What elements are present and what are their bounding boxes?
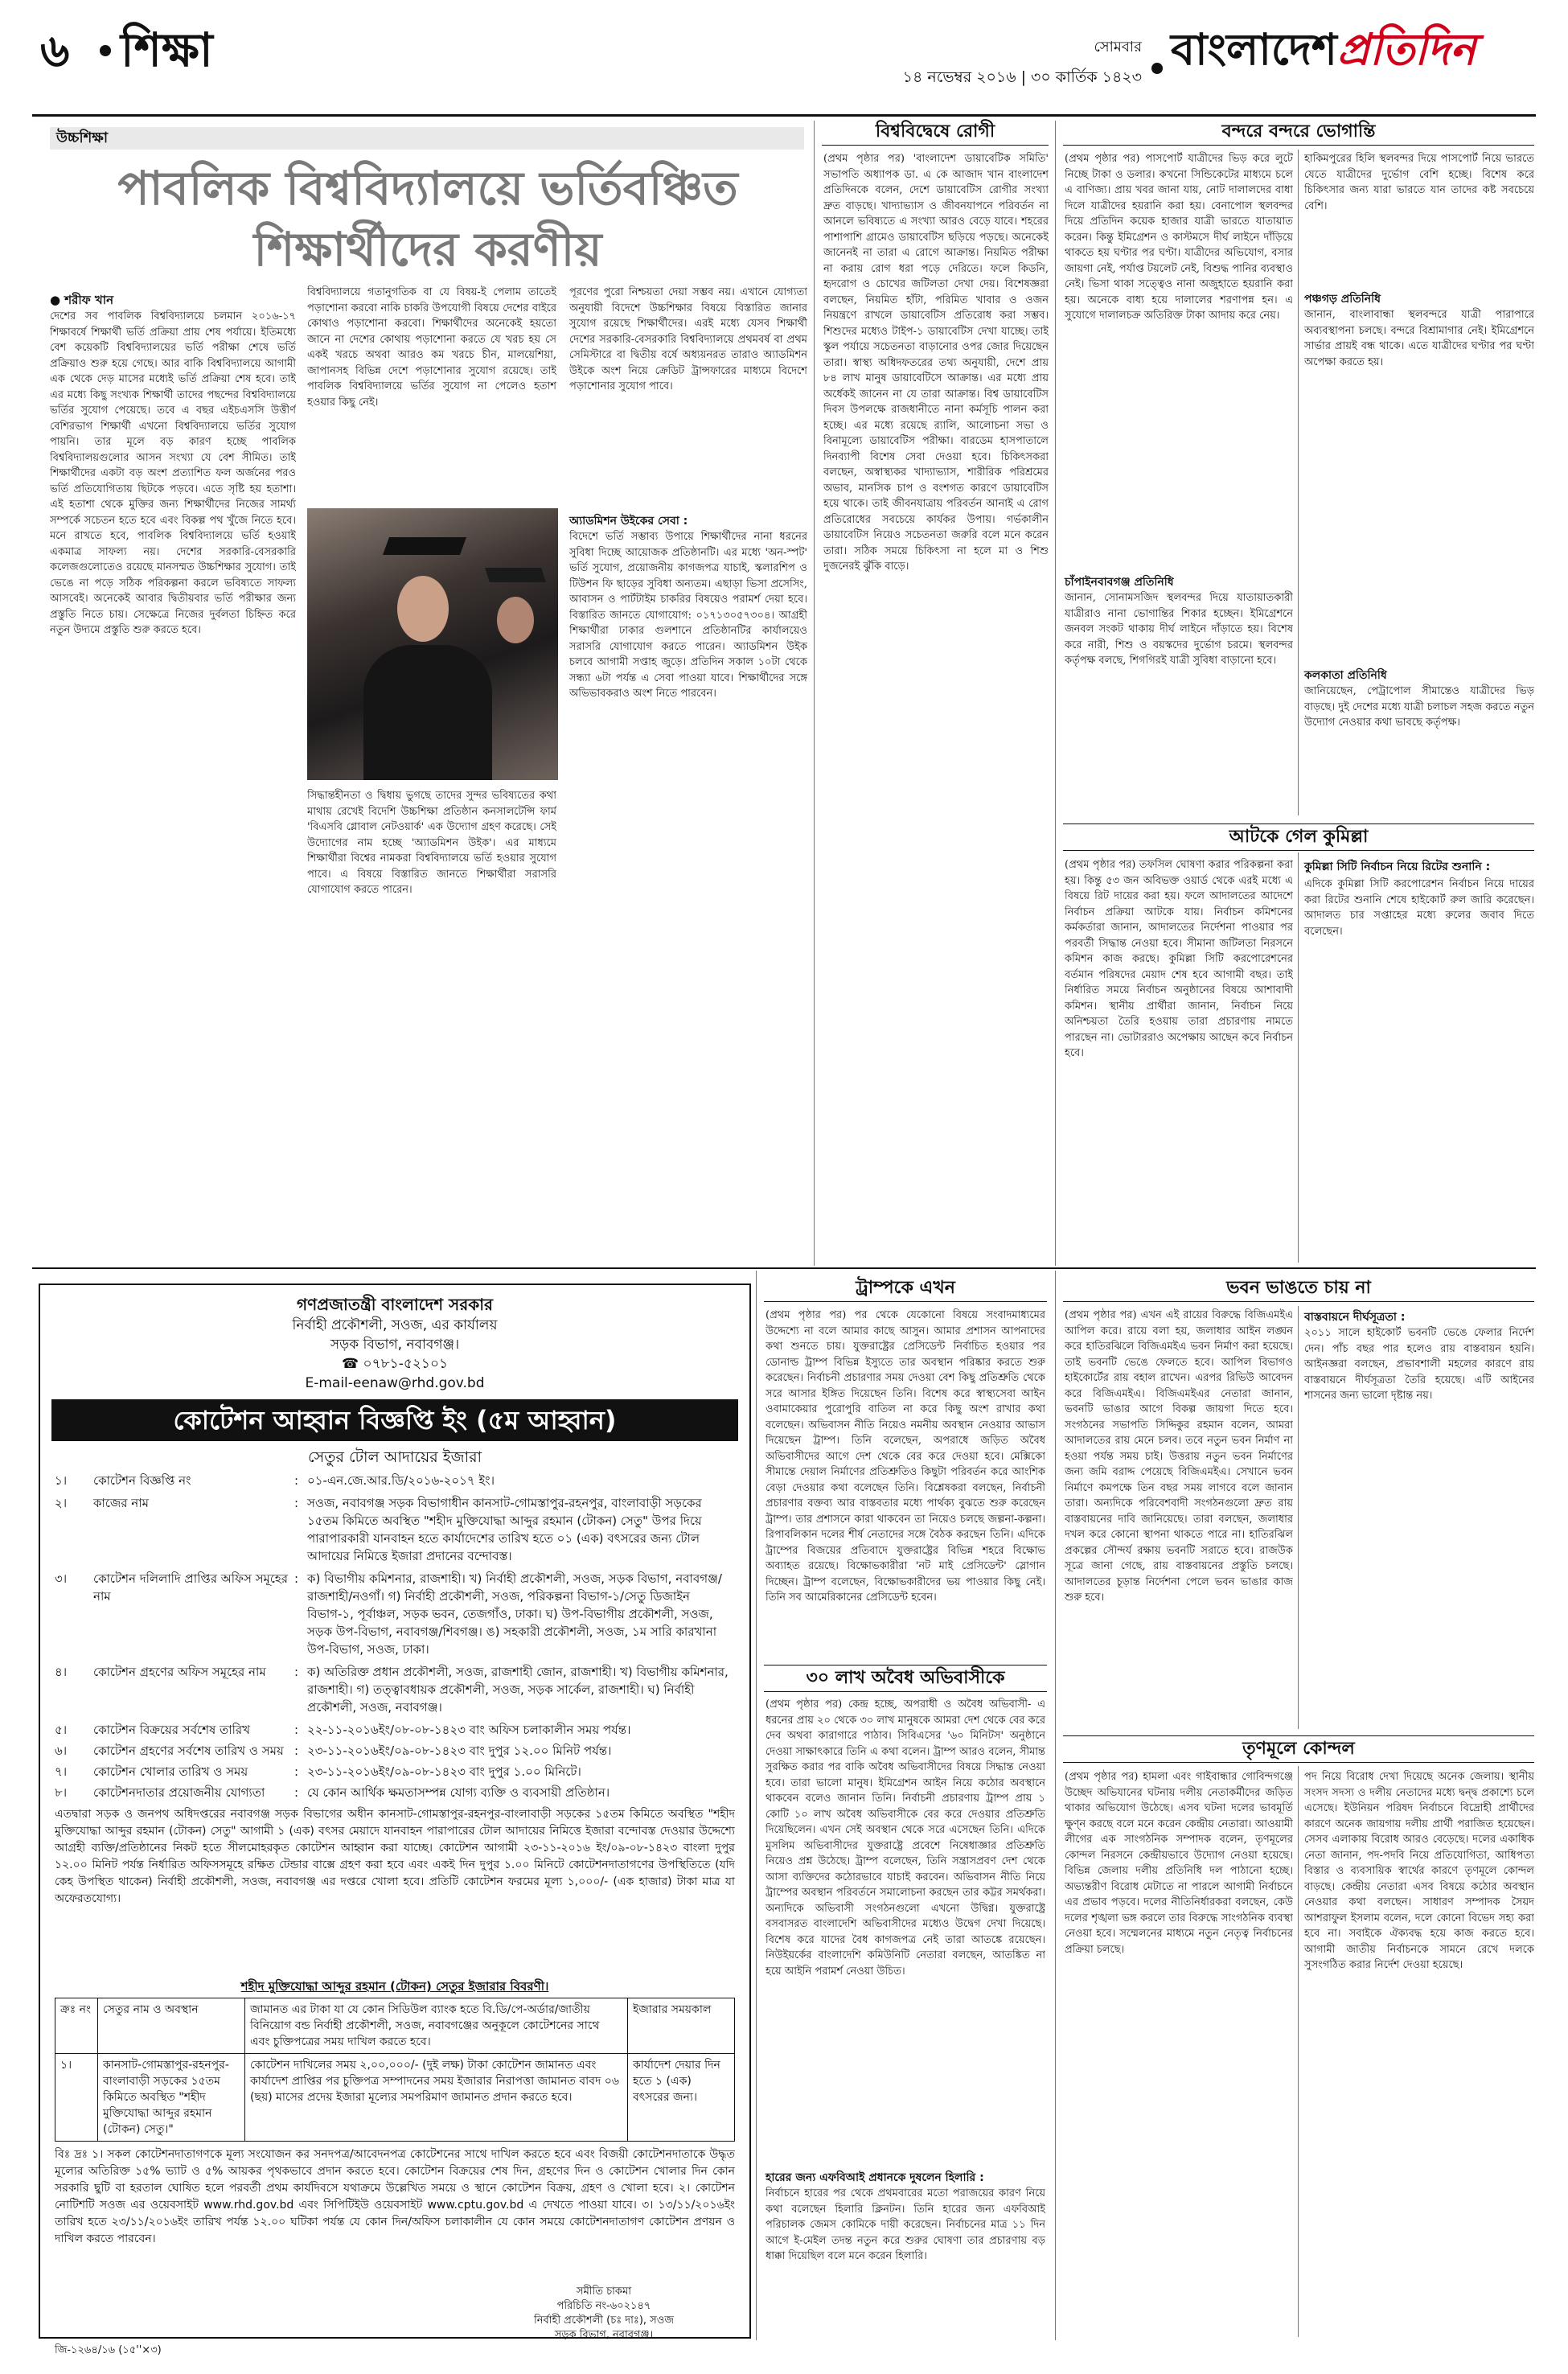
table-cell: কার্যাদেশ দেয়ার দিন হতে ১ (এক) বৎসরের জন্য। bbox=[628, 2054, 735, 2142]
byline: ● শরীফ খান bbox=[50, 293, 114, 307]
table-cell: কোটেশন দাখিলের সময় ২,০০,০০০/- (দুই লক্ষ) টাকা কোটেশন জামানত এবং কার্যাদেশ প্রাপ্তির পর চুক্তিপত্র সম্পাদনের সময় ইজারার নিরাপত্তা জামানত বাবদ ০৬ (ছয়) মাসের প্রদেয় ইজারা মূল্যের সমপরিমাণ জামানত প্রদান করতে হবে। bbox=[245, 2054, 628, 2142]
row-value: ০১-এন.জে.আর.ডি/২০১৬-২০১৭ ইং। bbox=[307, 1473, 495, 1488]
story-body-comilla: (প্রথম পৃষ্ঠার পর) তফসিল ঘোষণা করার পরিকল্পনা করা হয়। কিন্তু ৫৩ জন অবিভক্ত ওয়ার্ড থেকে এরই মধ্যে এ বিষয়ে রিট দায়ের করা হয়। ফলে আদালতের আদেশে নির্বাচন প্রক্রিয়া আটকে যায়। নির্বাচন কমিশনের কর্মকর্তারা জানান, আদালতের নির্দেশনা পাওয়ার পর পরবর্তী সিদ্ধান্ত নেওয়া হবে। সীমানা জটিলতা নিরসনে কমিশন কাজ করছে। কুমিল্লা সিটি করপোরেশনের বর্তমান পরিষদের মেয়াদ শেষ হবে আগামী বছর। তাই নির্ধারিত সময়ে নির্বাচন অনুষ্ঠানের বিষয়ে আশাবাদী কমিশন। স্থানীয় প্রার্থীরা জানান, নির্বাচন নিয়ে অনিশ্চয়তা তৈরি হওয়ায় তারা প্রচারণায় নামতে পারছেন না। ভোটাররাও অপেক্ষায় আছেন কবে নির্বাচন হবে। bbox=[1065, 859, 1293, 1059]
row-key: কোটেশন গ্রহণের সর্বশেষ তারিখ ও সময় bbox=[93, 1744, 284, 1758]
row-number: ৬। bbox=[55, 1744, 68, 1758]
page-number: ৬ bbox=[40, 25, 70, 77]
gov-title: গণপ্রজাতন্ত্রী বাংলাদেশ সরকার bbox=[297, 1295, 493, 1314]
row-key: কোটেশন গ্রহণের অফিস সমূহের নাম bbox=[93, 1665, 266, 1679]
table-header-row bbox=[55, 1998, 735, 2054]
logo-main: বাংলাদেশ bbox=[1171, 24, 1337, 75]
table-cell: ১। bbox=[55, 2054, 98, 2142]
subhead-chapainawabganj: চাঁপাইনবাবগঞ্জ প্রতিনিধি bbox=[1065, 576, 1174, 589]
row-number: ৮। bbox=[55, 1785, 68, 1800]
tender-row: ১। কোটেশন বিজ্ঞপ্তি নং : ০১-এন.জে.আর.ডি/২০১৬-২০১৭ ইং। bbox=[55, 1472, 735, 1489]
education-subhead: অ্যাডমিশন উইকের সেবা : bbox=[569, 515, 688, 528]
tender-paragraph: এতদ্বারা সড়ক ও জনপথ অধিদপ্তরের নবাবগঞ্জ সড়ক বিভাগের অধীন কানসাট-গোমস্তাপুর-রহনপুর-বাংলাবাড়ী সড়কের ১৫তম কিমিতে অবস্থিত "শহীদ মুক্তিযোদ্ধা আব্দুর রহমান (টোকন) সেতু" আগামী ১ (এক) বৎসর মেয়াদে যানবাহন পারাপারের টোল আদায়ের নিমিত্তে ইজারা বন্দোবস্ত দেওয়ার উদ্দেশ্যে আগ্রহী ব্যক্তি/প্রতিষ্ঠানের নিকট হতে সীলমোহরকৃত কোটেশন আহ্বান করা যাচ্ছে। কোটেশন আগামী ২৩-১১-২০১৬ ইং/০৯-০৮-১৪২৩ বাংলা দুপুর ১২.০০ মিনিট পর্যন্ত নির্ধারিত অফিসসমূহে রক্ষিত টেন্ডার বাক্সে গ্রহণ করা হবে এবং একই দিন দুপুর ১.০০ মিনিটে কোটেশনদাতাগণের উপস্থিতিতে (যদি কেহ উপস্থিত থাকেন) নির্বাহী প্রকৌশলী, সওজ, নবাবগঞ্জ এর দপ্তরে খোলা হবে। প্রতিটি কোটেশন ফরমের মূল্য ১,০০০/- (এক হাজার) টাকা মাত্র যা অফেরতযোগ্য। bbox=[55, 1808, 735, 1905]
subhead-building: বাস্তবায়নে দীর্ঘসূত্রতা : bbox=[1304, 1311, 1406, 1324]
story-title-comilla: আটকে গেল কুমিল্লা bbox=[1063, 824, 1534, 851]
header-cell: ইজারার সময়কাল bbox=[628, 1998, 735, 2054]
row-number: ৭। bbox=[55, 1764, 68, 1779]
graduate-face bbox=[397, 576, 449, 642]
newspaper-logo bbox=[1171, 16, 1476, 88]
table-row bbox=[55, 2054, 735, 2142]
section-title: শিক্ষা bbox=[121, 23, 213, 77]
row-key: কাজের নাম bbox=[93, 1496, 149, 1510]
column-divider bbox=[1298, 1306, 1299, 1729]
office-phone: ☎ ০৭৮১-৫২১০১ bbox=[341, 1356, 449, 1372]
header-cell: ক্রঃ নং bbox=[55, 1998, 98, 2054]
column-divider bbox=[1298, 852, 1299, 1263]
column-divider bbox=[1298, 150, 1299, 815]
headline-line-2: শিক্ষার্থীদের করণীয় bbox=[253, 222, 602, 277]
bullet-dot bbox=[100, 45, 111, 56]
story-body-grassroots-left: (প্রথম পৃষ্ঠার পর) হামলা এবং গাইবান্ধার গোবিন্দগঞ্জে উচ্ছেদ অভিযানের ঘটনায় দলীয় নেতাকর্মীদের জড়িত থাকার অভিযোগ উঠেছে। এসব ঘটনা দলের ভাবমূর্তি ক্ষুণ্ন করছে বলে মনে করেন কেন্দ্রীয় নেতারা। আওয়ামী লীগের এক সাংগঠনিক সম্পাদক বলেন, তৃণমূলের কোন্দল নিরসনে কেন্দ্রীয়ভাবে উদ্যোগ নেওয়া হয়েছে। বিভিন্ন জেলায় দলীয় প্রতিনিধি দল পাঠানো হচ্ছে। অভ্যন্তরীণ বিরোধ মেটাতে না পারলে আগামী নির্বাচনে এর প্রভাব পড়বে। দলের নীতিনির্ধারকরা বলছেন, কেউ দলের শৃঙ্খলা ভঙ্গ করলে তার বিরুদ্ধে সাংগঠনিক ব্যবস্থা নেওয়া হবে। সম্মেলনের মাধ্যমে নতুন নেতৃত্ব নির্বাচনের প্রক্রিয়া চলছে। bbox=[1065, 1771, 1293, 1956]
tender-row: ৭। কোটেশন খোলার তারিখ ও সময় : ২৩-১১-২০১৬ইং/০৯-০৮-১৪২৩ বাং দুপুর ১.০০ মিনিটে। bbox=[55, 1763, 735, 1780]
header-cell: সেতুর নাম ও অবস্থান bbox=[98, 1998, 245, 2054]
story-body-immigrants: (প্রথম পৃষ্ঠার পর) কেন্দ্র হচ্ছে, অপরাধী ও অবৈধ অভিবাসী- এ ধরনের প্রায় ২০ থেকে ৩০ লাখ মানুষকে আমরা দেশ থেকে বের করে দেব অথবা কারাগারে পাঠাব। সিবিএসের '৬০ মিনিটস' অনুষ্ঠানে দেওয়া সাক্ষাৎকারে তিনি এ কথা বলেন। ট্রাম্প আরও বলেন, সীমান্ত সুরক্ষিত করার পর বাকি অবৈধ অভিবাসীদের বিষয়ে সিদ্ধান্ত নেওয়া হবে। তারা ভালো মানুষ। ইমিগ্রেশন আইন নিয়ে কঠোর অবস্থানে থাকবেন বলেও জানান তিনি। নির্বাচনী প্রচারণায় ট্রাম্প প্রায় ১ কোটি ১০ লাখ অবৈধ অভিবাসীকে বের করে দেওয়ার প্রতিশ্রুতি দিয়েছিলেন। এখন সেই অবস্থান থেকে সরে এসেছেন তিনি। এদিকে মুসলিম অভিবাসীদের যুক্তরাষ্ট্রে প্রবেশে নিষেধাজ্ঞার প্রতিশ্রুতি নিয়েও প্রশ্ন উঠেছে। ট্রাম্প বলেছেন, তিনি সন্ত্রাসপ্রবণ দেশ থেকে আসা ব্যক্তিদের কঠোরভাবে যাচাই করবেন। অভিবাসন নীতি নিয়ে ট্রাম্পের অবস্থান পরিবর্তনে সমালোচনা করছেন তার কট্টর সমর্থকরা। অন্যদিকে অভিবাসী সংগঠনগুলো এখনো উদ্বিগ্ন। যুক্তরাষ্ট্রে বসবাসরত বাংলাদেশি অভিবাসীদের মধ্যেও উদ্বেগ দেখা দিয়েছে। বিশেষ করে যাদের বৈধ কাগজপত্র নেই তারা আতঙ্কে রয়েছেন। নিউইয়র্কের বাংলাদেশি কমিউনিটি নেতারা বলছেন, আতঙ্কিত না হয়ে আইনি পরামর্শ নেওয়া উচিত। bbox=[766, 1698, 1045, 1978]
table-cell: কানসাট-গোমস্তাপুর-রহনপুর-বাংলাবাড়ী সড়কের ১৫তম কিমিতে অবস্থিত "শহীদ মুক্তিযোদ্ধা আব্দুর রহমান (টোকন) সেতু।" bbox=[98, 2054, 245, 2142]
row-value: ক) বিভাগীয় কমিশনার, রাজশাহী। খ) নির্বাহী প্রকৌশলী, সওজ, সড়ক বিভাগ, নবাবগঞ্জ/রাজশাহী/নওগাঁ। গ) নির্বাহী প্রকৌশলী, সওজ, পরিকল্পনা বিভাগ-১/সেতু ডিজাইন বিভাগ-১, পূর্বাঞ্চল, সড়ক ভবন, তেজগাঁও, ঢাকা। ঘ) উপ-বিভাগীয় প্রকৌশলী, সওজ, সড়ক উপ-বিভাগ, নবাবগঞ্জ/শিবগঞ্জ। ঙ) সহকারী প্রকৌশলী, সওজ, ১ম সারি কারখানা উপ-বিভাগ, সওজ, ঢাকা। bbox=[307, 1571, 722, 1657]
story-title-trump: ট্রাম্পকে এখন bbox=[764, 1275, 1047, 1302]
tender-subtitle: সেতুর টোল আদায়ের ইজারা bbox=[307, 1448, 482, 1466]
story-body-trump: (প্রথম পৃষ্ঠার পর) পর থেকে যেকোনো বিষয়ে সংবাদমাধ্যমের উদ্দেশ্যে না বলে আমার কাছে আসুন। আমার প্রশাসন আপনাদের কথা শুনতে চায়। যুক্তরাষ্ট্রের প্রেসিডেন্ট নির্বাচিত হওয়ার পর ডোনাল্ড ট্রাম্প বিভিন্ন ইস্যুতে তার অবস্থান পরিষ্কার করতে শুরু করেছেন। নির্বাচনী প্রচারণার সময় দেওয়া বেশ কিছু প্রতিশ্রুতি থেকে সরে আসার ইঙ্গিত দিয়েছেন তিনি। বিশেষ করে স্বাস্থ্যসেবা আইন ওবামাকেয়ার পুরোপুরি বাতিল না করে কিছু অংশ রাখার কথা বলেছেন। অভিবাসন নীতি নিয়েও নমনীয় অবস্থান নেওয়ার আভাস দিয়েছেন ট্রাম্প। তিনি বলেছেন, অপরাধে জড়িত অবৈধ অভিবাসীদের আগে দেশ থেকে বের করে দেওয়া হবে। মেক্সিকো সীমান্তে দেয়াল নির্মাণের প্রতিশ্রুতিও কিছুটা পরিবর্তন করে আংশিক বেড়া দেওয়ার কথা বলেছেন তিনি। বিশ্লেষকরা বলছেন, নির্বাচনী প্রচারণার বক্তব্য আর বাস্তবতার মধ্যে পার্থক্য বুঝতে শুরু করেছেন ট্রাম্প। তার প্রশাসনে কারা থাকবেন তা নিয়েও চলছে জল্পনা-কল্পনা। রিপাবলিকান দলের শীর্ষ নেতাদের সঙ্গে বৈঠক করছেন তিনি। এদিকে ট্রাম্পের বিজয়ের প্রতিবাদে যুক্তরাষ্ট্রের বিভিন্ন শহরে বিক্ষোভ অব্যাহত রয়েছে। বিক্ষোভকারীরা 'নট মাই প্রেসিডেন্ট' স্লোগান দিচ্ছেন। ট্রাম্প বলেছেন, বিক্ষোভকারীদের ভয় পাওয়ার কিছু নেই। তিনি সব আমেরিকানের প্রেসিডেন্ট হবেন। bbox=[766, 1309, 1045, 1604]
logo-accent: প্রতিদিন bbox=[1336, 24, 1476, 75]
tender-row: ৮। কোটেশনদাতার প্রয়োজনীয় যোগ্যতা : যে কোন আর্থিক ক্ষমতাসম্পন্ন যোগ্য ব্যক্তি ও ব্যবসায়ী প্রতিষ্ঠান। bbox=[55, 1784, 735, 1801]
row-key: কোটেশন বিক্রয়ের সর্বশেষ তারিখ bbox=[93, 1723, 250, 1737]
graduate-cap-2 bbox=[485, 568, 546, 582]
row-key: কোটেশন দলিলাদি প্রাপ্তির অফিস সমূহের নাম bbox=[93, 1571, 289, 1604]
row-number: ৩। bbox=[55, 1571, 68, 1586]
column-divider bbox=[1055, 121, 1056, 1266]
row-value: ২৩-১১-২০১৬ইং/০৯-০৮-১৪২৩ বাং দুপুর ১২.০০ মিনিট পর্যন্ত। bbox=[307, 1744, 612, 1758]
education-col-1: দেশের সব পাবলিক বিশ্ববিদ্যালয়ে চলমান ২০১৬-১৭ শিক্ষাবর্ষে শিক্ষার্থী ভর্তি প্রক্রিয়া প্রায় শেষ পর্যায়ে। ইতিমধ্যে বেশ কয়েকটি বিশ্ববিদ্যালয়ের ভর্তি পরীক্ষা শেষে ভর্তি প্রক্রিয়াও শুরু হয়ে গেছে। আর বাকি বিশ্ববিদ্যালয়ে আগামী এক থেকে দেড় মাসের মধ্যেই ভর্তি প্রক্রিয়া শেষ হবে। তাই এর মধ্যে কিছু সংখ্যক শিক্ষার্থী তাদের পছন্দের বিশ্ববিদ্যালয়ে ভর্তির সুযোগ পেয়েছে। তবে এ বছর এইচএসসি উত্তীর্ণ বেশিরভাগ শিক্ষার্থী এখনো বিশ্ববিদ্যালয়ে ভর্তির সুযোগ পায়নি। তার মূলে বড় কারণ হচ্ছে পাবলিক বিশ্ববিদ্যালয়গুলোর আসন সংখ্যা যে বেশ সীমিত। তাই শিক্ষার্থীদের একটা বড় অংশ প্রত্যাশিত ফল অর্জনের পরও ভর্তি প্রতিযোগিতায় ছিটকে পড়বে। এতে সৃষ্টি হয় হতাশা। এই হতাশা থেকে মুক্তির জন্য শিক্ষার্থীদের নিজের সামর্থ্য সম্পর্কে সচেতন হতে হবে এবং বিকল্প পথ খুঁজে নিতে হবে। মনে রাখতে হবে, পাবলিক বিশ্ববিদ্যালয়ে ভর্তি হওয়াই একমাত্র সাফল্য নয়। দেশের সরকারি-বেসরকারি কলেজগুলোতেও রয়েছে মানসম্মত উচ্চশিক্ষার সুযোগ। তাই ভেঙে না পড়ে সঠিক পরিকল্পনা করলে ভবিষ্যতে সাফল্য আসবেই। অনেকেই আবার দ্বিতীয়বার ভর্তি পরীক্ষার জন্য প্রস্তুতি নিতে চায়। সেক্ষেত্রে নিজের দুর্বলতা চিহ্নিত করে নতুন উদ্যমে প্রস্তুতি শুরু করতে হবে। bbox=[50, 310, 296, 636]
office-location: সড়ক বিভাগ, নবাবগঞ্জ। bbox=[330, 1337, 460, 1353]
subhead-comilla-writ: কুমিল্লা সিটি নির্বাচন নিয়ে রিটের শুনানি : bbox=[1304, 860, 1491, 873]
story-body-building-2: ২০১১ সালে হাইকোর্ট ভবনটি ভেঙে ফেলার নির্দেশ দেন। পাঁচ বছর পার হলেও রায় বাস্তবায়ন হয়নি। আইনজ্ঞরা বলছেন, প্রভাবশালী মহলের কারণে রায় বাস্তবায়নে দীর্ঘসূত্রতা তৈরি হয়েছে। এটি আইনের শাসনের জন্য ভালো দৃষ্টান্ত নয়। bbox=[1304, 1327, 1534, 1402]
story-title-immigrants: ৩০ লাখ অবৈধ অভিবাসীকে bbox=[764, 1665, 1047, 1692]
story-body-building: (প্রথম পৃষ্ঠার পর) এখন এই রায়ের বিরুদ্ধে বিজিএমইএ আপিল করে। রায়ে বলা হয়, জলাধার আইন লঙ্ঘন করে হাতিরঝিলে বিজিএমইএ ভবন নির্মাণ করা হয়েছে। তাই ভবনটি ভেঙে ফেলতে হবে। আপিল বিভাগও হাইকোর্টের রায় বহাল রাখেন। এরপর রিভিউ আবেদন করে বিজিএমইএ। বিজিএমইএর নেতারা জানান, ভবনটি ভাঙার আগে বিকল্প জায়গা দিতে হবে। সংগঠনের সভাপতি সিদ্দিকুর রহমান বলেন, আমরা আদালতের রায় মেনে চলব। তবে নতুন ভবন নির্মাণ না হওয়া পর্যন্ত সময় চাই। উত্তরায় নতুন ভবন নির্মাণের জন্য জমি বরাদ্দ পেয়েছে বিজিএমইএ। সেখানে ভবন নির্মাণে কমপক্ষে তিন বছর সময় লাগবে বলে জানান তারা। অন্যদিকে পরিবেশবাদী সংগঠনগুলো দ্রুত রায় বাস্তবায়নের দাবি জানিয়েছে। তারা বলছেন, জলাধার দখল করে কোনো স্থাপনা থাকতে পারে না। হাতিরঝিল প্রকল্পের সৌন্দর্য রক্ষায় ভবনটি সরাতে হবে। রাজউক সূত্রে জানা গেছে, রায় বাস্তবায়নের প্রস্তুতি চলছে। আদালতের চূড়ান্ত নির্দেশনা পেলে ভবন ভাঙার কাজ শুরু হবে। bbox=[1065, 1309, 1293, 1604]
office-email[interactable]: E-mail-eenaw@rhd.gov.bd bbox=[305, 1375, 485, 1391]
column-divider bbox=[756, 1271, 757, 2340]
tender-notes: বিঃ দ্রঃ ১। সকল কোটেশনদাতাগণকে মূল্য সংযোজন কর সনদপত্র/আবেদনপত্র কোটেশনের সাথে দাখিল করতে হবে এবং বিজয়ী কোটেশনদাতাকে উদ্ধৃত মূল্যের অতিরিক্ত ১৫% ভ্যাট ও ৫% আয়কর পৃথকভাবে প্রদান করতে হবে। কোটেশন বিক্রয়ের শেষ দিন, গ্রহণের দিন ও কোটেশন খোলার দিন কোন সরকারি ছুটি বা হরতাল ঘোষিত হলে পরবর্তী প্রথম কার্যদিবসে যথাক্রমে উল্লেখিত সময়ে ও স্থানে কোটেশন বিক্রয়, গ্রহণ ও খোলা হবে। ২। কোটেশন নোটিশটি সওজ এর ওয়েবসাইট www.rhd.gov.bd এবং সিপিটিইউ ওয়েবসাইট www.cptu.gov.bd এ দেখতে পাওয়া যাবে। ৩। ১৩/১১/২০১৬ইং তারিখ হতে ২৩/১১/২০১৬ইং তারিখ পর্যন্ত ১২.০০ ঘটিকা পর্যন্ত যে কোন দিন/অফিস চলাকালীন যে কোন সময়ে কোটেশনদাতাগণ কোটেশন প্রণয়ন ও দাখিল করতে পারবেন। bbox=[55, 2148, 735, 2245]
row-number: ৪। bbox=[55, 1665, 68, 1679]
row-number: ৫। bbox=[55, 1723, 68, 1737]
story-body-diabetes: (প্রথম পৃষ্ঠার পর) 'বাংলাদেশ ডায়াবেটিক সমিতি' সভাপতি অধ্যাপক ডা. এ কে আজাদ খান বাংলাদেশ প্রতিদিনকে বলেন, দেশে ডায়াবেটিস রোগীর সংখ্যা দ্রুত বাড়ছে। খাদ্যাভ্যাস ও জীবনযাপনে পরিবর্তন না আনলে ভবিষ্যতে এ সংখ্যা আরও বেড়ে যাবে। শহরের পাশাপাশি গ্রামেও ডায়াবেটিস ছড়িয়ে পড়ছে। অনেকেই জানেনই না তারা এ রোগে আক্রান্ত। নিয়মিত পরীক্ষা না করায় রোগ ধরা পড়ে দেরিতে। ফলে কিডনি, হৃদরোগ ও চোখের জটিলতা দেখা দেয়। বিশেষজ্ঞরা বলছেন, নিয়মিত হাঁটা, পরিমিত খাবার ও ওজন নিয়ন্ত্রণে রাখলে ডায়াবেটিস প্রতিরোধ করা সম্ভব। শিশুদের মধ্যেও টাইপ-১ ডায়াবেটিস দেখা যাচ্ছে। তাই স্কুল পর্যায়ে সচেতনতা বাড়ানোর ওপর জোর দিয়েছেন তারা। স্বাস্থ্য অধিদফতরের তথ্য অনুযায়ী, দেশে প্রায় ৮৪ লাখ মানুষ ডায়াবেটিসে আক্রান্ত। এর মধ্যে প্রায় অর্ধেকই জানেন না যে তারা আক্রান্ত। বিশ্ব ডায়াবেটিস দিবস উপলক্ষে রাজধানীতে নানা কর্মসূচি পালন করা হচ্ছে। এর মধ্যে রয়েছে র‍্যালি, আলোচনা সভা ও বিনামূল্যে ডায়াবেটিস পরীক্ষা। বারডেম হাসপাতালে দিনব্যাপী বিশেষ সেবা দেওয়া হবে। চিকিৎসকরা বলছেন, অস্বাস্থ্যকর খাদ্যাভ্যাস, শারীরিক পরিশ্রমের অভাব, মানসিক চাপ ও বংশগত কারণে ডায়াবেটিস হয়ে থাকে। তাই জীবনযাত্রায় পরিবর্তন আনাই এ রোগ প্রতিরোধের সবচেয়ে কার্যকর উপায়। গর্ভকালীন ডায়াবেটিস নিয়েও সচেতনতা জরুরি বলে মনে করেন তারা। সঠিক সময়ে চিকিৎসা না হলে মা ও শিশু দুজনেরই ঝুঁকি বাড়ে। bbox=[823, 153, 1049, 573]
story-body-port-left: (প্রথম পৃষ্ঠার পর) পাসপোর্ট যাত্রীদের ভিড় করে লুটে নিচ্ছে টাকা ও ডলার। কখনো সিন্ডিকেটের মাধ্যমে চলে এ বাণিজ্য। প্রায় খবর জানা যায়, নোট দালালদের বাধা দিলে যাত্রীদের হয়রানি করা হয়। বেনাপোল স্থলবন্দর দিয়ে প্রতিদিন কয়েক হাজার যাত্রী ভারতে যাতায়াত করেন। কিন্তু ইমিগ্রেশন ও কাস্টমসে দীর্ঘ লাইনে দাঁড়িয়ে থাকতে হয় ঘণ্টার পর ঘণ্টা। যাত্রীদের অভিযোগ, বসার জায়গা নেই, পর্যাপ্ত টয়লেট নেই, বিশুদ্ধ পানির ব্যবস্থাও নেই। ভিসা থাকা সত্ত্বেও নানা অজুহাতে হয়রানি করা হয়। অনেকে বাধ্য হয়ে দালালের শরণাপন্ন হন। এ সুযোগে দালালচক্র অতিরিক্ত টাকা আদায় করে নেয়। bbox=[1065, 153, 1293, 322]
tender-row: ৫। কোটেশন বিক্রয়ের সর্বশেষ তারিখ : ২২-১১-২০১৬ইং/০৮-০৮-১৪২৩ বাং অফিস চলাকালীন সময় পর্যন্ত। bbox=[55, 1721, 735, 1739]
subhead-panchagarh: পঞ্চগড় প্রতিনিধি bbox=[1304, 293, 1381, 306]
tender-row: ৩। কোটেশন দলিলাদি প্রাপ্তির অফিস সমূহের নাম : ক) বিভাগীয় কমিশনার, রাজশাহী। খ) নির্বাহী প্রকৌশলী, সওজ, সড়ক বিভাগ, নবাবগঞ্জ/রাজশাহী/নওগাঁ। গ) নির্বাহী প্রকৌশলী, সওজ, পরিকল্পনা বিভাগ-১/সেতু ডিজাইন বিভাগ-১, পূর্বাঞ্চল, সড়ক ভবন, তেজগাঁও, ঢাকা। ঘ) উপ-বিভাগীয় প্রকৌশলী, সওজ, সড়ক উপ-বিভাগ, নবাবগঞ্জ/শিবগঞ্জ। ঙ) সহকারী প্রকৌশলী, সওজ, ১ম সারি কারখানা উপ-বিভাগ, সওজ, ঢাকা। bbox=[55, 1570, 735, 1658]
row-value: ২৩-১১-২০১৬ইং/০৯-০৮-১৪২৩ বাং দুপুর ১.০০ মিনিটে। bbox=[307, 1764, 581, 1779]
subhead-kolkata: কলকাতা প্রতিনিধি bbox=[1304, 669, 1387, 682]
row-value: ক) অতিরিক্ত প্রধান প্রকৌশলী, সওজ, রাজশাহী জোন, রাজশাহী। খ) বিভাগীয় কমিশনার, রাজশাহী। গ) তত্ত্বাবধায়ক প্রকৌশলী, সওজ, সড়ক সার্কেল, রাজশাহী। ঘ) নির্বাহী প্রকৌশলী, সওজ, নবাবগঞ্জ। bbox=[307, 1665, 729, 1715]
tender-banner: কোটেশন আহ্বান বিজ্ঞপ্তি ইং (৫ম আহ্বান) bbox=[51, 1399, 738, 1441]
row-number: ১। bbox=[55, 1473, 68, 1488]
row-number: ২। bbox=[55, 1496, 68, 1510]
headline bbox=[50, 158, 806, 280]
subhead-hillary: হারের জন্য এফবিআই প্রধানকে দুষলেন হিলারি : bbox=[766, 2171, 984, 2184]
story-title-port: বন্দরে বন্দরে ভোগান্তি bbox=[1063, 119, 1534, 146]
column-divider bbox=[814, 121, 815, 1266]
tender-row: ২। কাজের নাম : সওজ, নবাবগঞ্জ সড়ক বিভাগাধীন কানসাট-গোমস্তাপুর-রহনপুর, বাংলাবাড়ী সড়কের ১৫তম কিমিতে অবস্থিত "শহীদ মুক্তিযোদ্ধা আব্দুর রহমান (টোকন) সেতু" উপর দিয়ে পারাপারকারী যানবাহন হতে কার্যাদেশের তারিখ হতে ০১ (এক) বৎসরের জন্য টোল আদায়ের নিমিত্তে ইজারা প্রদানের বন্দোবস্ত। bbox=[55, 1494, 735, 1565]
education-col-3-top: পূরণের পুরো নিশ্চয়তা দেয়া সম্ভব নয়। এখানে যোগ্যতা অনুযায়ী বিদেশে উচ্চশিক্ষার বিষয়ে বিস্তারিত জানার সুযোগ রয়েছে শিক্ষার্থীদের। এরই মধ্যে যেসব শিক্ষার্থী দেশের সরকারি-বেসরকারি বিশ্ববিদ্যালয়ে প্রথমবর্ষ বা প্রথম সেমিস্টারে বা দ্বিতীয় বর্ষে অধ্যয়নরত তারাও অ্যাডমিশন উইকে অংশ নিয়ে ক্রেডিট ট্রান্সফারের মাধ্যমে বিদেশে পড়াশোনার সুযোগ পাবে। bbox=[569, 286, 807, 392]
row-value: ২২-১১-২০১৬ইং/০৮-০৮-১৪২৩ বাং অফিস চলাকালীন সময় পর্যন্ত। bbox=[307, 1723, 631, 1737]
tender-row: ৬। কোটেশন গ্রহণের সর্বশেষ তারিখ ও সময় : ২৩-১১-২০১৬ইং/০৯-০৮-১৪২৩ বাং দুপুর ১২.০০ মিনিট পর্যন্ত। bbox=[55, 1742, 735, 1760]
education-col-2-top: বিশ্ববিদ্যালয়ে গতানুগতিক বা যে বিষয়-ই পেলাম তাতেই পড়াশোনা করবো নাকি চাকরি উপযোগী বিষয়ে দেশের বাইরে কোথাও পড়াশোনা করবো। শিক্ষার্থীদের অনেকেই হয়তো জানে না দেশের কোথায় পড়াশোনা করতে যে খরচ হয় সে একই খরচে অথবা আরও কম খরচে চীন, মালয়েশিয়া, জাপানসহ বিভিন্ন দেশে পড়াশোনার সুযোগ রয়েছে। তাই পাবলিক বিশ্ববিদ্যালয়ে ভর্তির সুযোগ না পেলেও হতাশ হওয়ার কিছু নেই। bbox=[307, 286, 556, 409]
tender-notice bbox=[39, 1284, 751, 2356]
signer-title: নির্বাহী প্রকৌশলী (চঃ দাঃ), সওজ bbox=[534, 2314, 674, 2327]
signer-id: পরিচিতি নং-৬০২১৪৭ bbox=[556, 2300, 651, 2312]
header-cell: জামানত এর টাকা যা যে কোন সিডিউল ব্যাংক হতে বি.ডি/পে-অর্ডার/জাতীয় বিনিয়োগ বন্ড নির্বাহী প্রকৌশলী, সওজ, নবাবগঞ্জের অনুকূলে কোটেশনের সাথে এবং চুক্তিপত্রের সময় দাখিল করতে হবে। bbox=[245, 1998, 628, 2054]
column-divider bbox=[1055, 1271, 1056, 2340]
story-body-hillary: নির্বাচনে হারের পর থেকে প্রথমবারের মতো পরাজয়ের কারণ নিয়ে কথা বলেছেন হিলারি ক্লিনটন। তিনি হারের জন্য এফবিআই পরিচালক জেমস কোমিকে দায়ী করেছেন। নির্বাচনের মাত্র ১১ দিন আগে ই-মেইল তদন্ত নতুন করে শুরুর ঘোষণা তার প্রচারণায় বড় ধাক্কা দিয়েছিল বলে মনে করেন হিলারি। bbox=[766, 2187, 1045, 2262]
graduates-photo bbox=[307, 508, 558, 780]
education-col-2-bottom: সিদ্ধান্তহীনতা ও দ্বিধায় ভুগছে তাদের সুন্দর ভবিষ্যতের কথা মাথায় রেখেই বিদেশি উচ্চশিক্ষা প্রতিষ্ঠান কনসালটেন্সি ফার্ম 'বিএসবি গ্লোবাল নেটওয়ার্ক' এক উদ্যোগ গ্রহণ করেছে। সেই উদ্যোগের নাম হচ্ছে 'অ্যাডমিশন উইক'। এর মাধ্যমে শিক্ষার্থীরা বিশ্বের নামকরা বিশ্ববিদ্যালয়ে ভর্তি হওয়ার সুযোগ পাবে। এ বিষয়ে বিস্তারিত জানতে শিক্ষার্থীরা সরাসরি যোগাযোগ করতে পারেন। bbox=[307, 790, 556, 896]
graduate-gown bbox=[363, 645, 492, 780]
gd-number: জি-১২৬৪/১৬ (১৫''×৩) bbox=[55, 2344, 162, 2356]
tender-details bbox=[40, 1470, 749, 2360]
story-body-port-right-2: জানান, বাংলাবান্ধা স্থলবন্দরে যাত্রী পারাপারে অব্যবস্থাপনা চলছে। বন্দরে বিশ্রামাগার নেই। ইমিগ্রেশনে সার্ভার প্রায়ই বন্ধ থাকে। এতে যাত্রীদের ঘণ্টার পর ঘণ্টা অপেক্ষা করতে হয়। bbox=[1304, 309, 1534, 368]
row-value: যে কোন আর্থিক ক্ষমতাসম্পন্ন যোগ্য ব্যক্তি ও ব্যবসায়ী প্রতিষ্ঠান। bbox=[307, 1785, 610, 1800]
story-title-grassroots: তৃণমূলে কোন্দল bbox=[1063, 1735, 1534, 1763]
story-body-port-right: হাকিমপুরের হিলি স্থলবন্দর দিয়ে পাসপোর্ট নিয়ে ভারতে যেতে যাত্রীদের দুর্ভোগ বেশি হচ্ছে। বিশেষ করে চিকিৎসার জন্য যারা ভারতে যান তাদের কষ্ট সবচেয়ে বেশি। bbox=[1304, 153, 1534, 212]
graduate-face-2 bbox=[497, 597, 534, 643]
story-body-grassroots-right: পদ নিয়ে বিরোধ দেখা দিয়েছে অনেক জেলায়। স্থানীয় সংসদ সদস্য ও দলীয় নেতাদের মধ্যে দ্বন্দ্ব প্রকাশ্যে চলে এসেছে। ইউনিয়ন পরিষদ নির্বাচনে বিদ্রোহী প্রার্থীদের কারণে অনেক জায়গায় দলীয় প্রার্থী পরাজিত হয়েছেন। সেসব এলাকায় বিরোধ আরও বেড়েছে। দলের একাধিক নেতা জানান, পদ-পদবি নিয়ে প্রতিযোগিতা, আধিপত্য বিস্তার ও ব্যবসায়িক স্বার্থের কারণে তৃণমূলে কোন্দল বাড়ছে। কেন্দ্রীয় নেতারা এসব বিষয়ে কঠোর অবস্থান নেওয়ার কথা বলছেন। সাধারণ সম্পাদক সৈয়দ আশরাফুল ইসলাম বলেন, দলে কোনো বিভেদ সহ্য করা হবে না। সবাইকে ঐক্যবদ্ধ হয়ে কাজ করতে হবে। আগামী জাতীয় নির্বাচনকে সামনে রেখে দলকে সুসংগঠিত করার নির্দেশ দেওয়া হয়েছে। bbox=[1304, 1771, 1534, 1971]
office-name: নির্বাহী প্রকৌশলী, সওজ, এর কার্যালয় bbox=[292, 1317, 498, 1333]
table-caption: শহীদ মুক্তিযোদ্ধা আব্দুর রহমান (টোকন) সেতুর ইজারার বিবরণী। bbox=[240, 1979, 549, 1994]
story-title-diabetes: বিশ্ববিদ্বেষে রোগী bbox=[822, 119, 1049, 146]
story-body-port-left-2: জানান, সোনামসজিদ স্থলবন্দর দিয়ে যাতায়াতকারী যাত্রীরাও নানা ভোগান্তির শিকার হচ্ছেন। ইমিগ্রেশনে জনবল সংকট থাকায় দীর্ঘ লাইনে দাঁড়াতে হয়। বিশেষ করে নারী, শিশু ও বয়স্কদের দুর্ভোগ চরমে। স্থলবন্দর কর্তৃপক্ষ বলছে, শিগগিরই যাত্রী সুবিধা বাড়ানো হবে। bbox=[1065, 592, 1293, 667]
story-body-port-right-3: জানিয়েছেন, পেট্রাপোল সীমান্তেও যাত্রীদের ভিড় বাড়ছে। দুই দেশের মধ্যে যাত্রী চলাচল সহজ করতে নতুন উদ্যোগ নেওয়ার কথা ভাবছে কর্তৃপক্ষ। bbox=[1304, 685, 1534, 729]
logo-dot bbox=[1151, 63, 1163, 74]
row-key: কোটেশনদাতার প্রয়োজনীয় যোগ্যতা bbox=[93, 1785, 265, 1800]
story-body-comilla-2: এদিকে কুমিল্লা সিটি করপোরেশন নির্বাচন নিয়ে দায়ের করা রিটের শুনানি শেষে হাইকোর্ট রুল জারি করেছেন। আদালত চার সপ্তাহের মধ্যে রুলের জবাব দিতে বলেছেন। bbox=[1304, 878, 1534, 938]
education-col-3-bottom: বিদেশে ভর্তি সম্ভাব্য উপায়ে শিক্ষার্থীদের নানা ধরনের সুবিধা দিচ্ছে আয়োজক প্রতিষ্ঠানটি। এর মধ্যে 'অন-স্পট' ভর্তি সুযোগ, প্রয়োজনীয় কাগজপত্র যাচাই, স্কলারশিপ ও টিউশন ফি ছাড়ের সুবিধা অন্যতম। এছাড়া ভিসা প্রসেসিং, আবাসন ও পার্টটাইম চাকরির বিষয়েও পরামর্শ দেয়া হবে। বিস্তারিত জানতে যোগাযোগ: ০১৭১৩০৫৭৩০৪। আগ্রহী শিক্ষার্থীরা ঢাকার গুলশানে প্রতিষ্ঠানটির কার্যালয়েও সরাসরি যোগাযোগ করতে পারেন। অ্যাডমিশন উইক চলবে আগামী সপ্তাহ জুড়ে। প্রতিদিন সকাল ১০টা থেকে সন্ধ্যা ৬টা পর্যন্ত এ সেবা পাওয়া যাবে। শিক্ষার্থীদের সঙ্গে অভিভাবকরাও অংশ নিতে পারবেন। bbox=[569, 531, 807, 700]
section-rule bbox=[32, 1267, 1536, 1269]
row-value: সওজ, নবাবগঞ্জ সড়ক বিভাগাধীন কানসাট-গোমস্তাপুর-রহনপুর, বাংলাবাড়ী সড়কের ১৫তম কিমিতে অবস্থিত "শহীদ মুক্তিযোদ্ধা আব্দুর রহমান (টোকন) সেতু" উপর দিয়ে পারাপারকারী যানবাহন হতে কার্যাদেশের তারিখ হতে ০১ (এক) বৎসরের জন্য টোল আদায়ের নিমিত্তে ইজারা প্রদানের বন্দোবস্ত। bbox=[307, 1496, 702, 1563]
headline-line-1: পাবলিক বিশ্ববিদ্যালয়ে ভর্তিবঞ্চিত bbox=[117, 161, 738, 216]
masthead-rule bbox=[32, 114, 1536, 117]
signer-office: সড়ক বিভাগ, নবাবগঞ্জ। bbox=[554, 2329, 654, 2341]
signature-block bbox=[473, 2285, 735, 2343]
story-title-building: ভবন ভাঙতে চায় না bbox=[1063, 1275, 1534, 1302]
tender-row: ৪। কোটেশন গ্রহণের অফিস সমূহের নাম : ক) অতিরিক্ত প্রধান প্রকৌশলী, সওজ, রাজশাহী জোন, রাজশাহী। খ) বিভাগীয় কমিশনার, রাজশাহী। গ) তত্ত্বাবধায়ক প্রকৌশলী, সওজ, সড়ক সার্কেল, রাজশাহী। ঘ) নির্বাহী প্রকৌশলী, সওজ, নবাবগঞ্জ। bbox=[55, 1663, 735, 1716]
issue-date: ১৪ নভেম্বর ২০১৬ | ৩০ কার্তিক ১৪২৩ bbox=[902, 68, 1142, 86]
column-divider bbox=[1298, 1766, 1299, 2337]
signer-name: সমীতি চাকমা bbox=[577, 2286, 631, 2298]
category-label: উচ্চশিক্ষা bbox=[50, 127, 804, 150]
graduate-cap bbox=[383, 537, 466, 555]
row-key: কোটেশন খোলার তারিখ ও সময় bbox=[93, 1764, 248, 1779]
issue-day: সোমবার bbox=[1094, 39, 1142, 55]
row-key: কোটেশন বিজ্ঞপ্তি নং bbox=[93, 1473, 191, 1488]
masthead bbox=[0, 0, 1568, 129]
lease-table bbox=[55, 1998, 735, 2142]
